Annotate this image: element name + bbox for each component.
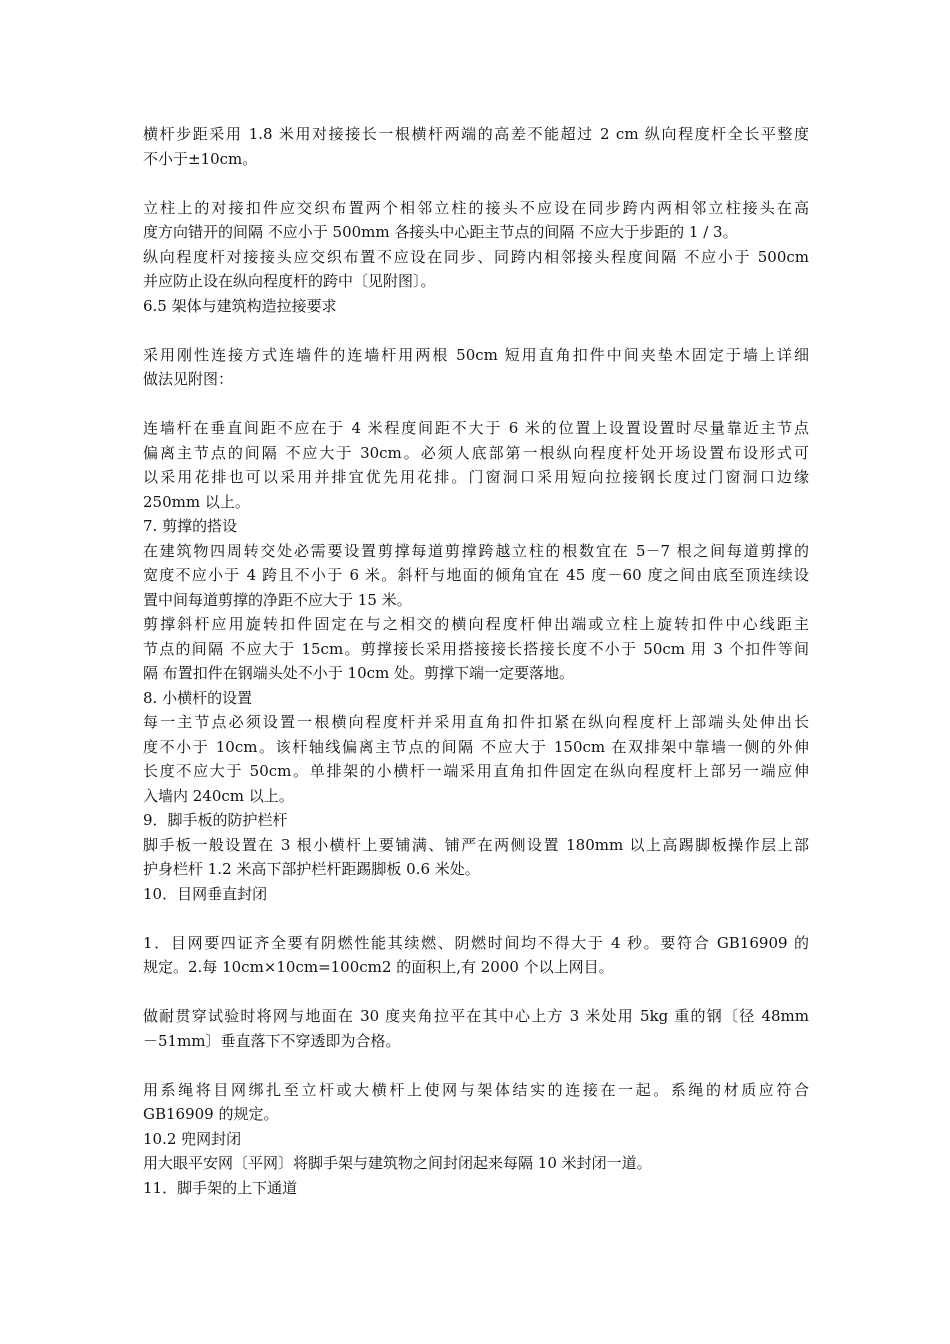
- text-line: 规定。2.每 10cm×10cm=100cm2 的面积上,有 2000 个以上网目。: [143, 958, 614, 976]
- paragraph-column-joints: [143, 196, 809, 245]
- text-line: 做耐贯穿试验时将网与地面在 30 度夹角拉平在其中心上方 3 米处用 5kg 重的钢〔径 48mm: [143, 1007, 809, 1025]
- paragraph-guardrails: [143, 833, 809, 882]
- paragraph-flat-net: 用大眼平安网〔平网〕将脚手架与建筑物之间封闭起来每隔 10 米封闭一道。: [143, 1154, 652, 1172]
- text-line: 每一主节点必须设置一根横向程度杆并采用直角扣件扣紧在纵向程度杆上部端头处伸出长: [143, 713, 809, 731]
- text-line: 入墙内 240cm 以上。: [143, 786, 294, 805]
- text-line: 度方向错开的间隔 不应小于 500mm 各接头中心距主节点的间隔 不应大于步距的 1 / 3。: [143, 223, 738, 241]
- paragraph-tie-rope: [143, 1078, 809, 1127]
- paragraph-net-certification: [143, 931, 809, 980]
- text-line: 宽度不应小于 4 跨且不小于 6 米。斜杆与地面的倾角宜在 45 度－60 度之间由底至顶连续设: [143, 566, 809, 584]
- document-body: [143, 122, 809, 1200]
- section-heading-6-5: 6.5 架体与建筑构造拉接要求: [143, 296, 337, 315]
- paragraph-gap: [143, 171, 809, 196]
- paragraph-small-crossbars: [143, 710, 809, 808]
- text-line: 在建筑物四周转交处必需要设置剪撑每道剪撑跨越立柱的根数宜在 5－7 根之间每道剪撑的: [143, 541, 809, 560]
- paragraph-bracing-corners: [143, 539, 809, 613]
- text-line: 横杆步距采用 1.8 米用对接接长一根横杆两端的高差不能超过 2 cm 纵向程度杆全长平整度: [143, 125, 809, 143]
- text-line: 长度不应大于 50cm。单排架的小横杆一端采用直角扣件固定在纵向程度杆上部另一端应伸: [143, 762, 809, 780]
- text-line: 不小于±10cm。: [143, 149, 258, 168]
- text-line: 并应防止设在纵向程度杆的跨中〔见附图〕。: [143, 272, 436, 290]
- text-line: 剪撑斜杆应用旋转扣件固定在与之相交的横向程度杆伸出端或立柱上旋转扣件中心线距主: [143, 615, 809, 633]
- text-line: 节点的间隔 不应大于 15cm。剪撑接长采用搭接接长搭接长度不小于 50cm 用 3 个扣件等间: [143, 639, 809, 658]
- text-line: 纵向程度杆对接接头应交织布置不应设在同步、同跨内相邻接头程度间隔 不应小于 500cm: [143, 247, 809, 266]
- text-line: －51mm〕垂直落下不穿透即为合格。: [143, 1031, 401, 1050]
- text-line: 度不小于 10cm。该杆轴线偏离主节点的间隔 不应大于 150cm 在双排架中靠墙一侧的外伸: [143, 737, 809, 756]
- paragraph-gap: [143, 906, 809, 931]
- paragraph-crossbar-spacing: [143, 122, 809, 171]
- text-line: 以采用花排也可以采用并排宜优先用花排。门窗洞口采用短向拉接钢长度过门窗洞口边缘: [143, 468, 809, 486]
- section-heading-11: 11．脚手架的上下通道: [143, 1178, 298, 1197]
- text-line: 护身栏杆 1.2 米高下部护栏杆距踢脚板 0.6 米处。: [143, 860, 480, 878]
- paragraph-wall-ties: [143, 416, 809, 514]
- text-line: 脚手板一般设置在 3 根小横杆上要铺满、铺严在两侧设置 180mm 以上高踢脚板操作层上部: [143, 835, 809, 854]
- paragraph-gap: [143, 1053, 809, 1078]
- text-line: 做法见附图：: [143, 370, 234, 388]
- text-line: 1．目网要四证齐全要有阴燃性能其续燃、阴燃时间均不得大于 4 秒。要符合 GB16909 的: [143, 933, 809, 952]
- text-line: 采用刚性连接方式连墙件的连墙杆用两根 50cm 短用直角扣件中间夹垫木固定于墙上详细: [143, 345, 809, 364]
- paragraph-longitudinal-joints: [143, 245, 809, 294]
- paragraph-rigid-connection: [143, 343, 809, 392]
- paragraph-gap: [143, 318, 809, 343]
- text-line: 立柱上的对接扣件应交织布置两个相邻立柱的接头不应设在同步跨内两相邻立柱接头在高: [143, 198, 809, 217]
- paragraph-penetration-test: [143, 1004, 809, 1053]
- section-heading-9: 9．脚手板的防护栏杆: [143, 811, 288, 829]
- text-line: 置中间每道剪撑的净距不应大于 15 米。: [143, 590, 412, 609]
- text-line: 用系绳将目网绑扎至立杆或大横杆上使网与架体结实的连接在一起。系绳的材质应符合: [143, 1080, 809, 1099]
- paragraph-gap: [143, 392, 809, 417]
- text-line: 250mm 以上。: [143, 492, 250, 511]
- text-line: 偏离主节点的间隔 不应大于 30cm。必须人底部第一根纵向程度杆处开场设置布设形式可: [143, 443, 809, 462]
- section-heading-10: 10．目网垂直封闭: [143, 884, 268, 903]
- text-line: GB16909 的规定。: [143, 1105, 279, 1123]
- text-line: 连墙杆在垂直间距不应在于 4 米程度间距不大于 6 米的位置上设置设置时尽量靠近主节点: [143, 419, 809, 437]
- paragraph-gap: [143, 980, 809, 1005]
- section-heading-8: 8. 小横杆的设置: [143, 688, 253, 707]
- paragraph-bracing-fixing: [143, 612, 809, 686]
- section-heading-7: 7. 剪撑的搭设: [143, 517, 238, 535]
- section-heading-10-2: 10.2 兜网封闭: [143, 1129, 242, 1148]
- text-line: 隔 布置扣件在钢端头处不小于 10cm 处。剪撑下端一定要落地。: [143, 664, 575, 682]
